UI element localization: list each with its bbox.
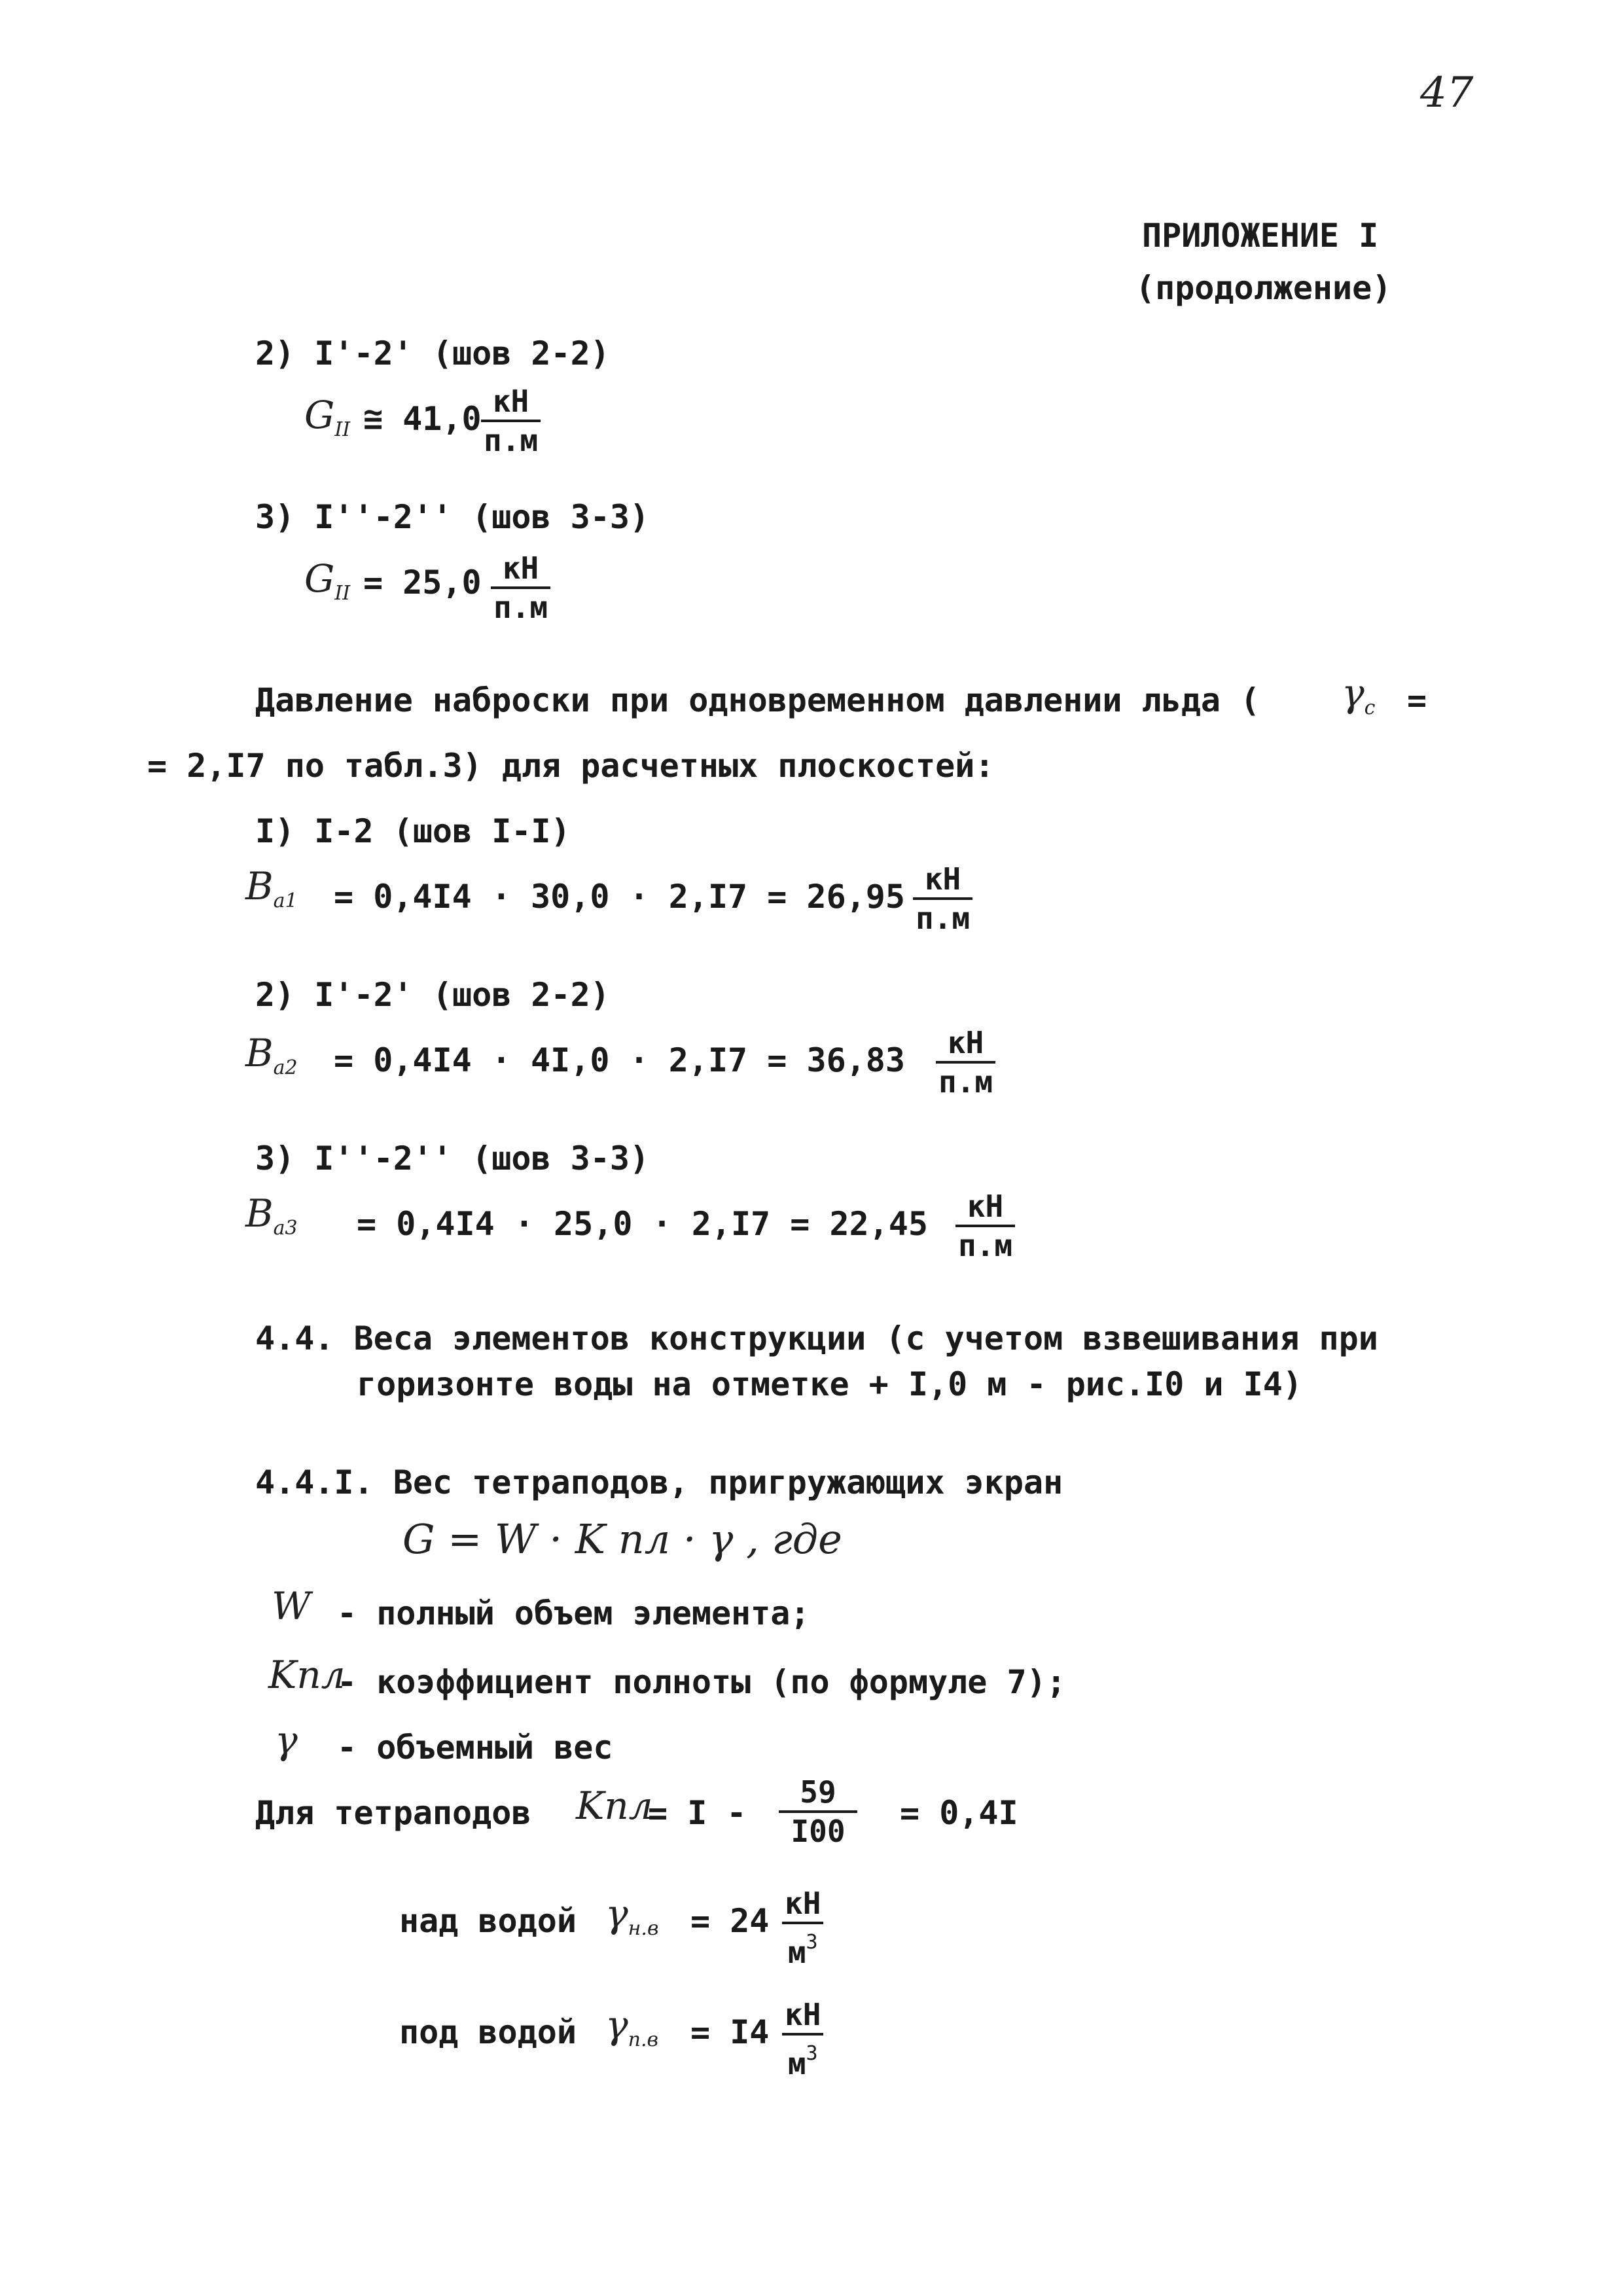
appendix-continuation: (продолжение) <box>1135 269 1392 307</box>
tetrapod-label: Для тетраподов <box>255 1794 531 1832</box>
b-unit: кН п.м <box>913 861 972 937</box>
gamma-c-symbol: $\gamma_c$ <box>1342 671 1376 719</box>
seam-1-label: I) I-2 (шов I-I) <box>255 812 571 850</box>
sigma-value: ≅ 41,0 <box>363 400 482 438</box>
seam-3-label: 3) I''-2'' (шов 3-3) <box>255 498 650 536</box>
gamma-above-symbol: $\gamma_{н.в}$ <box>605 1892 659 1940</box>
below-water-label: под водой <box>399 2013 577 2051</box>
gamma-above-value: = 24 <box>690 1902 770 1940</box>
k-result: = 0,4I <box>900 1794 1018 1832</box>
b-unit: кН п.м <box>936 1024 995 1100</box>
above-water-label: над водой <box>399 1902 577 1940</box>
k-eq: = I - <box>648 1794 747 1832</box>
pressure-eq: = <box>1407 681 1427 719</box>
k-fraction: $\frac{59}{I00}$ <box>779 1774 857 1850</box>
sigma-unit: кН п.м <box>491 550 550 626</box>
sigma-value: = 25,0 <box>363 564 482 601</box>
b-unit: кН п.м <box>955 1188 1015 1264</box>
b-expression: = 0,4I4 · 25,0 · 2,I7 = 22,45 <box>357 1205 928 1243</box>
def-text-w: - полный объем элемента; <box>337 1594 810 1632</box>
page-number: 47 <box>1420 69 1474 117</box>
gamma-below-value: = I4 <box>690 2013 770 2051</box>
section-4-4-1-title: 4.4.I. Вес тетраподов, пригружающих экран <box>255 1463 1063 1501</box>
sigma-unit: кН п.м <box>481 383 541 459</box>
b-symbol: $B_{a2}$ <box>245 1031 298 1079</box>
unit-above: кН $м^3$ <box>782 1885 823 1971</box>
gamma-below-symbol: $\gamma_{п.в}$ <box>605 2003 658 2051</box>
section-4-4-line-2: горизонте воды на отметке + I,0 м - рис.I0 и I4) <box>357 1365 1302 1403</box>
seam-3-label: 3) I''-2'' (шов 3-3) <box>255 1139 650 1177</box>
def-symbol-k: Kпл <box>268 1653 346 1697</box>
pressure-line-1: Давление наброски при одновременном давлении льда ( <box>255 681 1260 719</box>
b-expression: = 0,4I4 · 4I,0 · 2,I7 = 36,83 <box>334 1041 905 1079</box>
def-text-gamma: - объемный вес <box>337 1729 613 1767</box>
b-expression: = 0,4I4 · 30,0 · 2,I7 = 26,95 <box>334 878 905 916</box>
appendix-title: ПРИЛОЖЕНИЕ I <box>1142 217 1379 255</box>
pressure-line-2: = 2,I7 по табл.3) для расчетных плоскостей: <box>147 747 995 785</box>
def-symbol-gamma: γ <box>275 1718 298 1763</box>
sigma-symbol: $G_{II}$ <box>304 393 351 441</box>
sigma-symbol: $G_{II}$ <box>304 556 351 605</box>
def-symbol-w: W <box>272 1584 311 1628</box>
k-symbol: Kпл <box>576 1784 653 1828</box>
unit-below: кН $м^3$ <box>782 1996 823 2082</box>
b-symbol: $B_{a3}$ <box>245 1191 298 1240</box>
b-symbol: $B_{a1}$ <box>245 864 298 912</box>
weight-formula: G = W · K пл · γ , где <box>402 1515 842 1563</box>
def-text-k: - коэффициент полноты (по формуле 7); <box>337 1663 1066 1701</box>
seam-2-label: 2) I'-2' (шов 2-2) <box>255 334 610 372</box>
seam-2-label: 2) I'-2' (шов 2-2) <box>255 976 610 1014</box>
section-4-4-line-1: 4.4. Веса элементов конструкции (с учетом взвешивания при <box>255 1319 1378 1357</box>
